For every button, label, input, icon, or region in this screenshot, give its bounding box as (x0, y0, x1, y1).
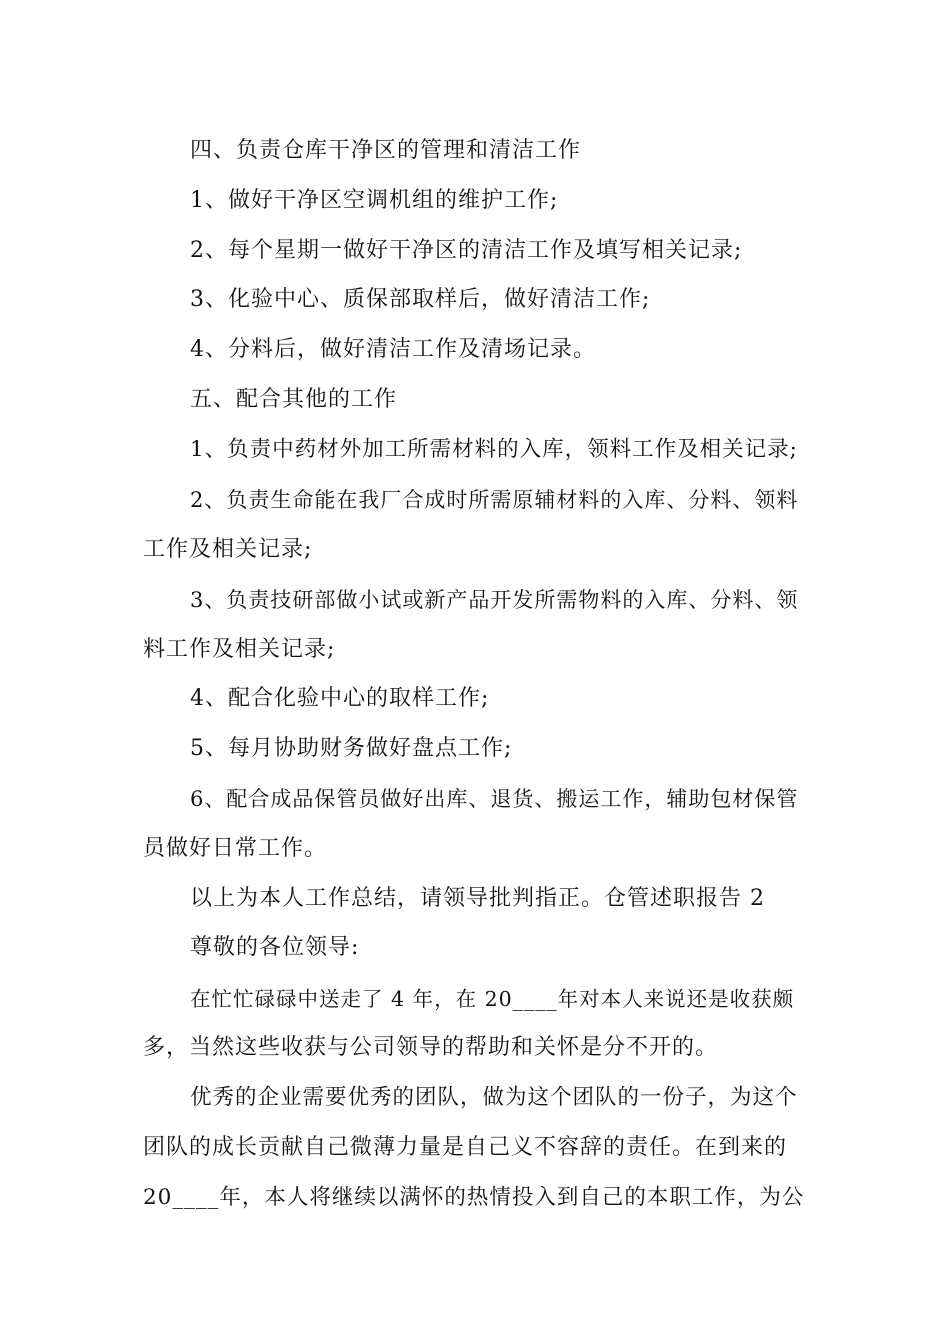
section-heading-4: 四、负责仓库干净区的管理和清洁工作 (190, 138, 582, 163)
paragraph-line: 优秀的企业需要优秀的团队，做为这个团队的一份子，为这个 (190, 1085, 798, 1110)
list-item: 3、负责技研部做小试或新产品开发所需物料的入库、分料、领 (190, 588, 799, 612)
paragraph-line: 多，当然这些收获与公司领导的帮助和关怀是分不开的。 (143, 1035, 719, 1060)
list-item-continuation: 工作及相关记录; (143, 537, 313, 562)
salutation: 尊敬的各位领导: (190, 935, 360, 960)
list-item: 4、配合化验中心的取样工作; (190, 686, 490, 711)
list-item: 2、负责生命能在我厂合成时所需原辅材料的入库、分料、领料 (190, 488, 799, 512)
list-item-continuation: 料工作及相关记录; (143, 637, 336, 662)
paragraph-line: 20____年，本人将继续以满怀的热情投入到自己的本职工作，为公 (143, 1185, 805, 1210)
paragraph-line: 团队的成长贡献自己微薄力量是自己义不容辞的责任。在到来的 (143, 1135, 788, 1160)
list-item: 5、每月协助财务做好盘点工作; (190, 736, 513, 761)
list-item: 3、化验中心、质保部取样后，做好清洁工作; (190, 287, 651, 312)
section-heading-5: 五、配合其他的工作 (190, 387, 398, 412)
list-item-continuation: 员做好日常工作。 (143, 836, 328, 861)
list-item: 4、分料后，做好清洁工作及清场记录。 (190, 337, 596, 362)
list-item: 1、做好干净区空调机组的维护工作; (190, 188, 559, 213)
list-item: 6、配合成品保管员做好出库、退货、搬运工作，辅助包材保管 (190, 787, 799, 811)
list-item: 1、负责中药材外加工所需材料的入库，领料工作及相关记录; (190, 437, 798, 462)
paragraph-line: 在忙忙碌碌中送走了 4 年，在 20____年对本人来说还是收获颇 (190, 987, 795, 1011)
paragraph-line: 以上为本人工作总结，请领导批判指正。仓管述职报告 2 (190, 886, 765, 911)
list-item: 2、每个星期一做好干净区的清洁工作及填写相关记录; (190, 238, 743, 263)
